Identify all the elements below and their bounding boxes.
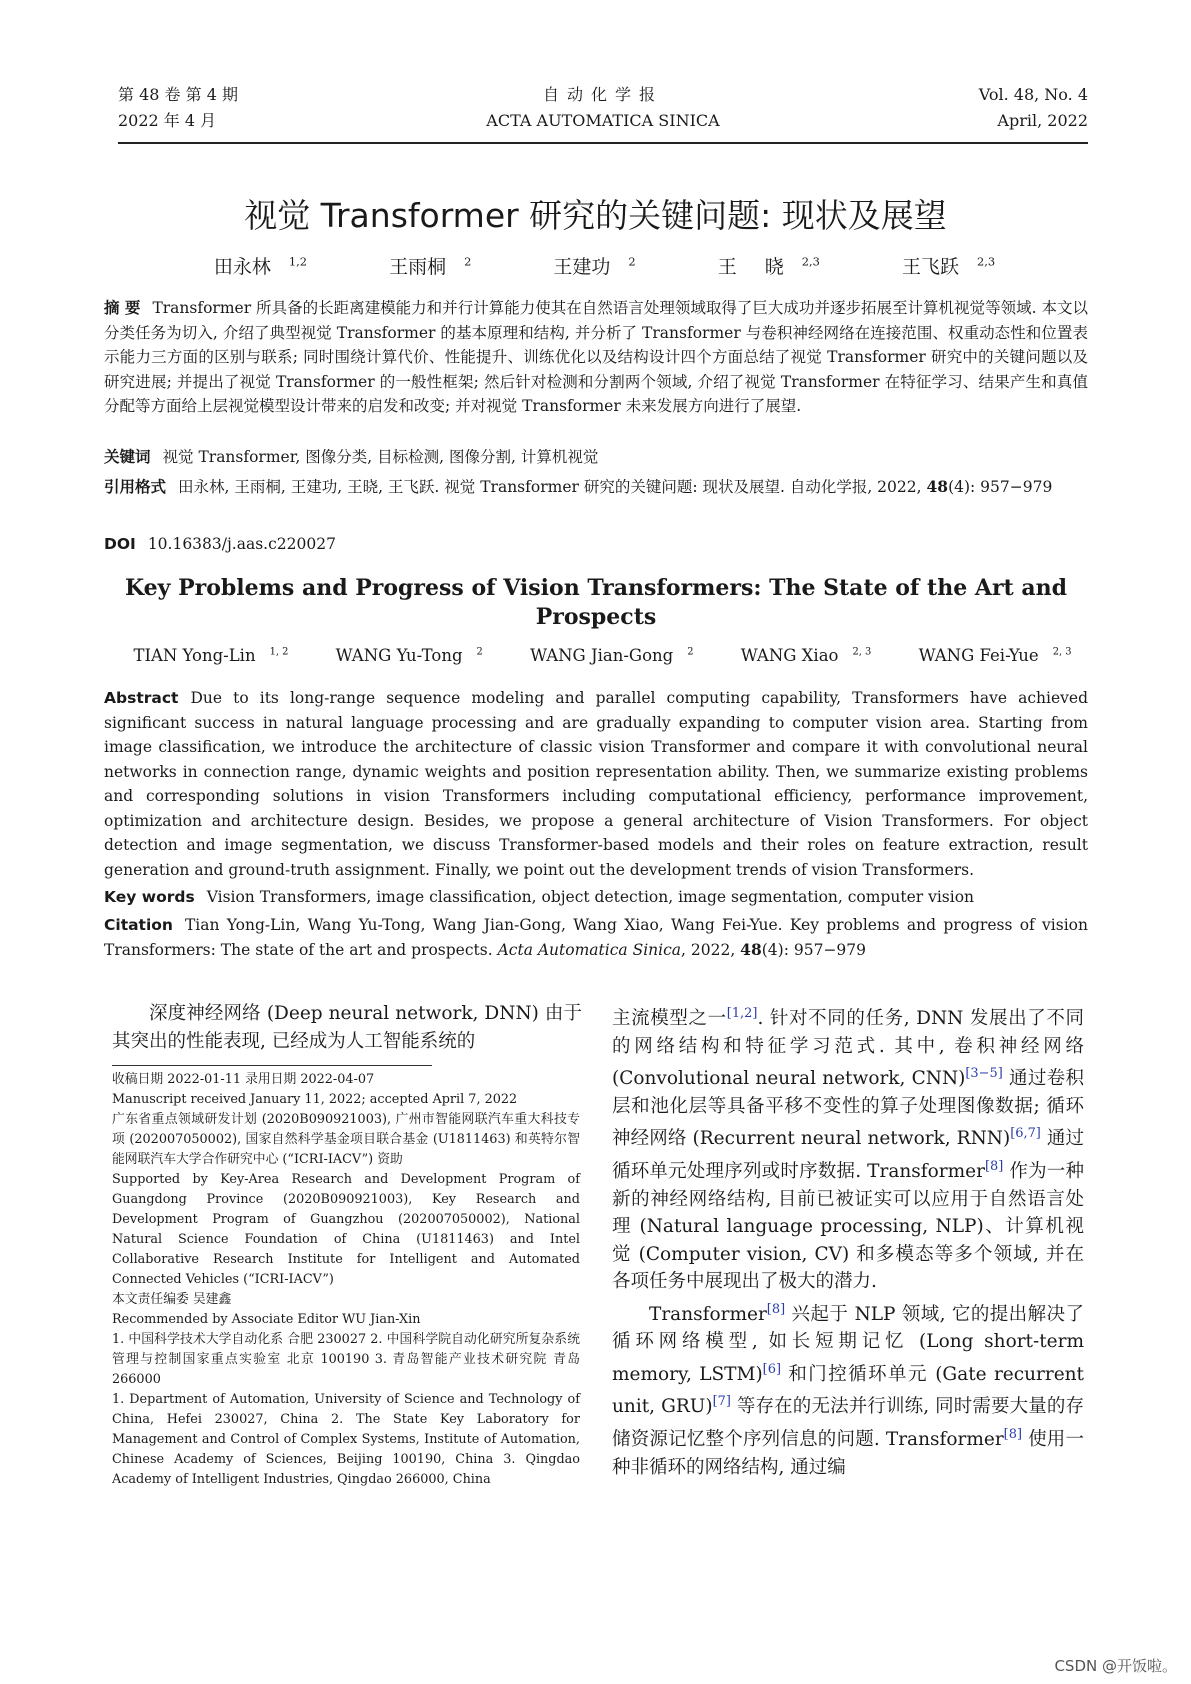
abstract-cn-text: Transformer 所具备的长距离建模能力和并行计算能力使其在自然语言处理领域取得了巨大成功并逐步拓展至计算机视觉等领域. 本文以分类任务为切入, 介绍了典型视觉 Transformer 的基本原理和结构, 并分析了 Transformer 与卷积神经网络在连接范围、权重动态性和位置表示能力三方面的区别与联系; 同时围绕计算代价、性能提升、训练优化以及结构设计四个方面总结了视觉 Transformer 研究中的关键问题以及研究进展; 并提出了视觉 Transformer 的一般性框架; 然后针对检测和分割两个领域, 介绍了视觉 Transformer 在特征学习、结果产生和真值分配等方面给上层视觉模型设计带来的启发和改变; 并对视觉 Transformer 未来发展方向进行了展望. (104, 299, 1088, 415)
author-cn: 王 晓 $^{2,3}$ (717, 254, 820, 278)
footnote-rule (112, 1065, 432, 1066)
footnote-affiliations-cn: 1. 中国科学技术大学自动化系 合肥 230027 2. 中国科学院自动化研究所复杂系统管理与控制国家重点实验室 北京 100190 3. 青岛智能产业技术研究院 青岛 266000 (112, 1332, 580, 1387)
footnote-funding-en: Supported by Key-Area Research and Development Program of Guangdong Province (2020B090921003), Key Research and Development Program of Guangzhou (202007050002), National Natural Science Foundation of China (U1811463) and Intel Collaborative Research Institute for Intelligent and Automated Connected Vehicles (“ICRI-IACV”) (112, 1172, 580, 1287)
paper-title-en: Key Problems and Progress of Vision Transformers: The State of the Art and Prospects (125, 575, 1067, 630)
watermark: CSDN @开饭啦。 (1054, 1657, 1177, 1675)
volume-issue-cn: 第 48 卷 第 4 期 (118, 85, 238, 104)
journal-name-en: ACTA AUTOMATICA SINICA (486, 111, 720, 130)
keywords-en-text: Vision Transformers, image classification, object detection, image segmentation, computer vision (206, 888, 975, 906)
keywords-cn (104, 445, 1088, 470)
footnote-funding-cn: 广东省重点领域研发计划 (2020B090921003), 广州市智能网联汽车重大科技专项 (202007050002), 国家自然科学基金项目联合基金 (U1811463) 和英特尔智能网联汽车大学合作研究中心 (“ICRI-IACV”) 资助 (112, 1112, 580, 1167)
citation-cn-label: 引用格式 (104, 478, 167, 496)
body-paragraph: 主流模型之一[1,2]. 针对不同的任务, DNN 发展出了不同的网络结构和特征学习范式. 其中, 卷积神经网络 (Convolutional neural network, CNN)[3−5] 通过卷积层和池化层等具备平移不变性的算子处理图像数据; 循环神经网络 (Recurrent neural network, RNN)[6,7] 通过循环单元处理序列或时序数据. Transformer[8] 作为一种新的神经网络结构, 目前已被证实可以应用于自然语言处理 (Natural language processing, NLP)、计算机视觉 (Computer vision, CV) 和多模态等多个领域, 并在各项任务中展现出了极大的潜力. (612, 1006, 1085, 1293)
volume-issue-en: Vol. 48, No. 4 (978, 85, 1088, 104)
citation-en (104, 913, 1088, 962)
reference-link[interactable]: [8] (1003, 1427, 1022, 1443)
abstract-en (104, 686, 1088, 882)
citation-cn-pages: (4): 957−979 (948, 478, 1053, 496)
footnote-affiliations-en: 1. Department of Automation, University of Science and Technology of China, Hefei 230027, China 2. The State Key Laboratory for Management and Control of Complex Systems, Institute of Automation, Chinese Academy of Sciences, Beijing 100190, China 3. Qingdao Academy of Intelligent Industries, Qingdao 266000, China (112, 1392, 580, 1487)
doi (104, 532, 1088, 557)
author-cn: 王飞跃 $^{2,3}$ (901, 254, 996, 278)
footnote-dates-cn: 收稿日期 2022-01-11 录用日期 2022-04-07 (112, 1072, 375, 1087)
author-list-en (0, 646, 1191, 665)
abstract-en-label: Abstract (104, 689, 179, 707)
citation-en-pages: (4): 957−979 (761, 940, 867, 959)
paper-title-cn: 视觉 Transformer 研究的关键问题: 现状及展望 (244, 196, 947, 235)
citation-cn-volume: 48 (926, 477, 949, 496)
citation-en-year: , 2022, (681, 940, 741, 959)
reference-link[interactable]: [6] (762, 1361, 781, 1377)
citation-en-label: Citation (104, 916, 173, 934)
header-rule (118, 142, 1088, 144)
footnote-editor-en: Recommended by Associate Editor WU Jian-Xin (112, 1312, 421, 1327)
reference-link[interactable]: [7] (712, 1394, 731, 1410)
reference-link[interactable]: [1,2] (726, 1006, 758, 1021)
body-paragraph: Transformer[8] 兴起于 NLP 领域, 它的提出解决了循环网络模型, 如长短期记忆 (Long short-term memory, LSTM)[6] 和门控循环单元 (Gate recurrent unit, GRU)[7] 等存在的无法并行训练, 同时需要大量的存储资源记忆整个序列信息的问题. Transformer[8] 使用一种非循环的网络结构, 通过编 (612, 1301, 1085, 1478)
reference-link[interactable]: [6,7] (1010, 1126, 1041, 1142)
body-left-column (112, 1000, 582, 1055)
keywords-en (104, 885, 1088, 910)
body-right-column (612, 1000, 1084, 1481)
abstract-cn-label: 摘 要 (104, 299, 141, 317)
abstract-en-text: Due to its long-range sequence modeling and parallel computing capability, Transformers have achieved significant success in natural language processing and are gradually expanding to computer vision area. Starting from image classification, we introduce the architecture of classic vision Transformer and compare it with convolutional neural networks in connection range, dynamic weights and position representation ability. Then, we summarize existing problems and corresponding solutions in vision Transformers including computational efficiency, performance improvement, optimization and architecture design. Besides, we propose a general architecture of Vision Transformers. For object detection and image segmentation, we discuss Transformer-based models and their roles on feature extraction, result generation and ground-truth assignment. Finally, we point out the development trends of vision Transformers. (104, 689, 1088, 879)
body-paragraph: 深度神经网络 (Deep neural network, DNN) 由于其突出的性能表现, 已经成为人工智能系统的 (112, 1003, 582, 1052)
author-cn: 王建功 $^2$ (553, 254, 636, 278)
author-en: WANG Fei-Yue $^{2, 3}$ (918, 646, 1072, 665)
author-cn: 田永林 $^{1,2}$ (213, 254, 308, 278)
footnote-dates-en: Manuscript received January 11, 2022; accepted April 7, 2022 (112, 1092, 518, 1107)
author-en: WANG Xiao $^{2, 3}$ (740, 646, 872, 665)
author-cn: 王雨桐 $^2$ (389, 254, 472, 278)
author-en: TIAN Yong-Lin $^{1, 2}$ (133, 646, 289, 665)
citation-cn (104, 475, 1088, 500)
citation-en-text: Tian Yong-Lin, Wang Yu-Tong, Wang Jian-Gong, Wang Xiao, Wang Fei-Yue. Key problems and progress of vision Transformers: The state of the art and prospects. (104, 916, 1088, 959)
issue-info-en (979, 82, 1088, 134)
journal-name-cn: 自动化学报 (542, 85, 663, 104)
author-list-cn (0, 252, 1191, 279)
citation-en-journal: Acta Automatica Sinica (497, 940, 682, 959)
doi-label: DOI (104, 535, 136, 553)
date-en: April, 2022 (997, 111, 1088, 130)
author-en: WANG Yu-Tong $^2$ (335, 646, 483, 665)
keywords-cn-text: 视觉 Transformer, 图像分类, 目标检测, 图像分割, 计算机视觉 (162, 448, 599, 466)
date-cn: 2022 年 4 月 (118, 111, 217, 130)
author-en: WANG Jian-Gong $^2$ (530, 646, 694, 665)
reference-link[interactable]: [8] (766, 1301, 786, 1317)
abstract-cn (104, 296, 1088, 419)
keywords-en-label: Key words (104, 888, 195, 906)
doi-value[interactable]: 10.16383/j.aas.c220027 (147, 535, 336, 553)
journal-name (118, 82, 1088, 134)
keywords-cn-label: 关键词 (104, 448, 151, 466)
reference-link[interactable]: [3−5] (965, 1066, 1003, 1082)
reference-link[interactable]: [8] (984, 1158, 1004, 1174)
journal-header (118, 82, 1088, 138)
footnote-editor-cn: 本文责任编委 吴建鑫 (112, 1292, 232, 1307)
citation-cn-text: 田永林, 王雨桐, 王建功, 王晓, 王飞跃. 视觉 Transformer 研究的关键问题: 现状及展望. 自动化学报, 2022, (178, 478, 922, 496)
citation-en-volume: 48 (740, 939, 762, 959)
footnotes (112, 1070, 580, 1490)
